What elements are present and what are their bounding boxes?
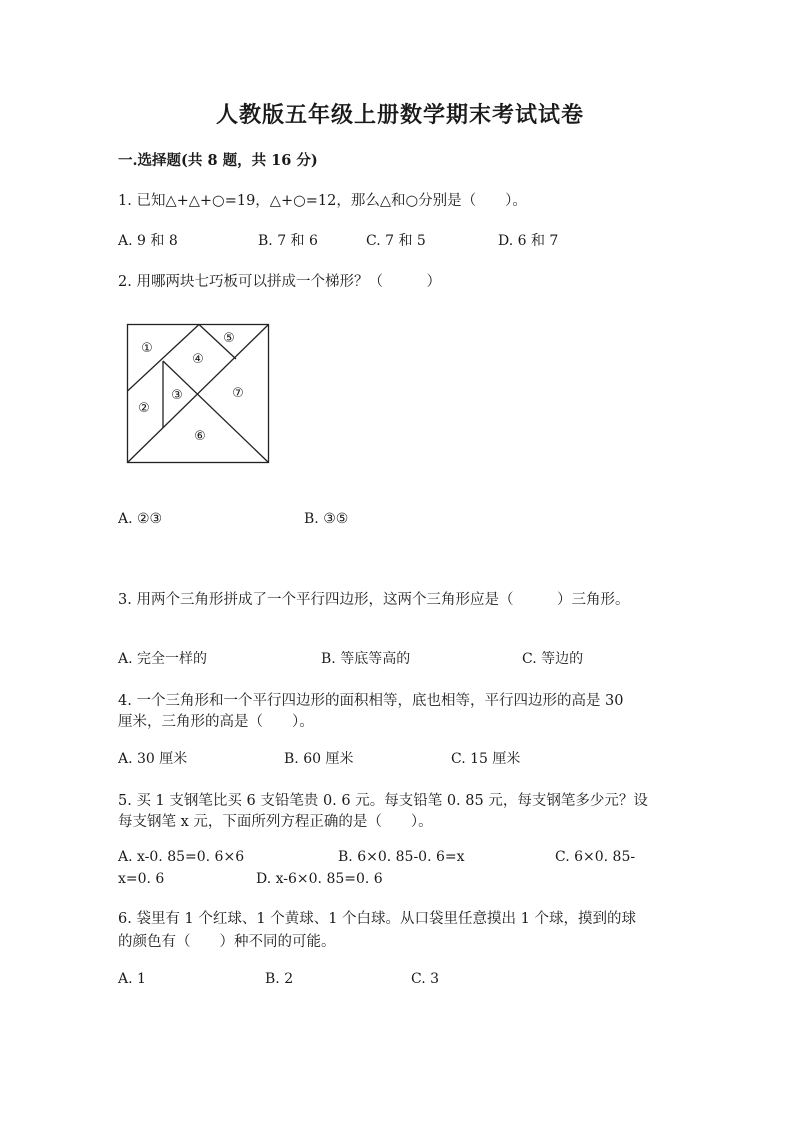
tangram-label-1: ① <box>141 341 153 356</box>
tangram-label-5: ⑤ <box>223 331 235 346</box>
question-5-option-c-part-1[interactable]: C. 6×0. 85- <box>555 849 636 865</box>
question-2-text: 2. 用哪两块七巧板可以拼成一个梯形？（ ） <box>118 274 441 290</box>
question-5-option-a[interactable]: A. x-0. 85=0. 6×6 <box>118 849 245 865</box>
page-title: 人教版五年级上册数学期末考试试卷 <box>215 102 584 128</box>
question-6-text-line-2: 的颜色有（ ）种不同的可能。 <box>118 934 336 950</box>
tangram-figure <box>125 322 271 465</box>
question-1-option-d[interactable]: D. 6 和 7 <box>498 233 559 249</box>
section-heading: 一.选择题(共 8 题，共 16 分) <box>118 152 318 169</box>
question-4-option-b[interactable]: B. 60 厘米 <box>284 751 354 767</box>
question-1-option-b[interactable]: B. 7 和 6 <box>258 233 318 249</box>
question-6-option-b[interactable]: B. 2 <box>265 971 294 987</box>
question-5-text-line-1: 5. 买 1 支钢笔比买 6 支铅笔贵 0. 6 元。每支铅笔 0. 85 元，每支钢笔多少元？设 <box>118 793 648 809</box>
question-6-option-c[interactable]: C. 3 <box>411 971 440 987</box>
question-4-text-line-1: 4. 一个三角形和一个平行四边形的面积相等，底也相等，平行四边形的高是 30 <box>118 693 624 709</box>
question-4-option-a[interactable]: A. 30 厘米 <box>118 751 188 767</box>
question-3-option-c[interactable]: C. 等边的 <box>522 651 584 667</box>
question-5-option-c-part-2[interactable]: x=0. 6 <box>118 871 165 887</box>
question-6-option-a[interactable]: A. 1 <box>118 971 146 987</box>
question-2-option-a[interactable]: A. ②③ <box>118 511 163 527</box>
tangram-label-6: ⑥ <box>194 429 206 444</box>
tangram-label-4: ④ <box>192 352 204 367</box>
tangram-label-7: ⑦ <box>232 386 244 401</box>
question-3-option-a[interactable]: A. 完全一样的 <box>118 651 208 667</box>
question-3-option-b[interactable]: B. 等底等高的 <box>321 651 411 667</box>
question-3-text: 3. 用两个三角形拼成了一个平行四边形，这两个三角形应是（ ）三角形。 <box>118 592 630 608</box>
question-1-text: 1. 已知△+△+○=19，△+○=12，那么△和○分别是（ ）。 <box>118 193 527 209</box>
question-2-option-b[interactable]: B. ③⑤ <box>304 511 349 527</box>
question-6-text-line-1: 6. 袋里有 1 个红球、1 个黄球、1 个白球。从口袋里任意摸出 1 个球，摸到的球 <box>118 911 636 927</box>
question-5-option-d[interactable]: D. x-6×0. 85=0. 6 <box>256 871 383 887</box>
question-1-option-a[interactable]: A. 9 和 8 <box>118 233 178 249</box>
question-5-text-line-2: 每支钢笔 x 元，下面所列方程正确的是（ ）。 <box>118 814 433 830</box>
tangram-label-2: ② <box>138 401 150 416</box>
question-5-option-b[interactable]: B. 6×0. 85-0. 6=x <box>338 849 465 865</box>
question-1-option-c[interactable]: C. 7 和 5 <box>366 233 426 249</box>
tangram-label-3: ③ <box>171 388 183 403</box>
question-4-option-c[interactable]: C. 15 厘米 <box>451 751 521 767</box>
question-4-text-line-2: 厘米，三角形的高是（ ）。 <box>118 714 314 730</box>
